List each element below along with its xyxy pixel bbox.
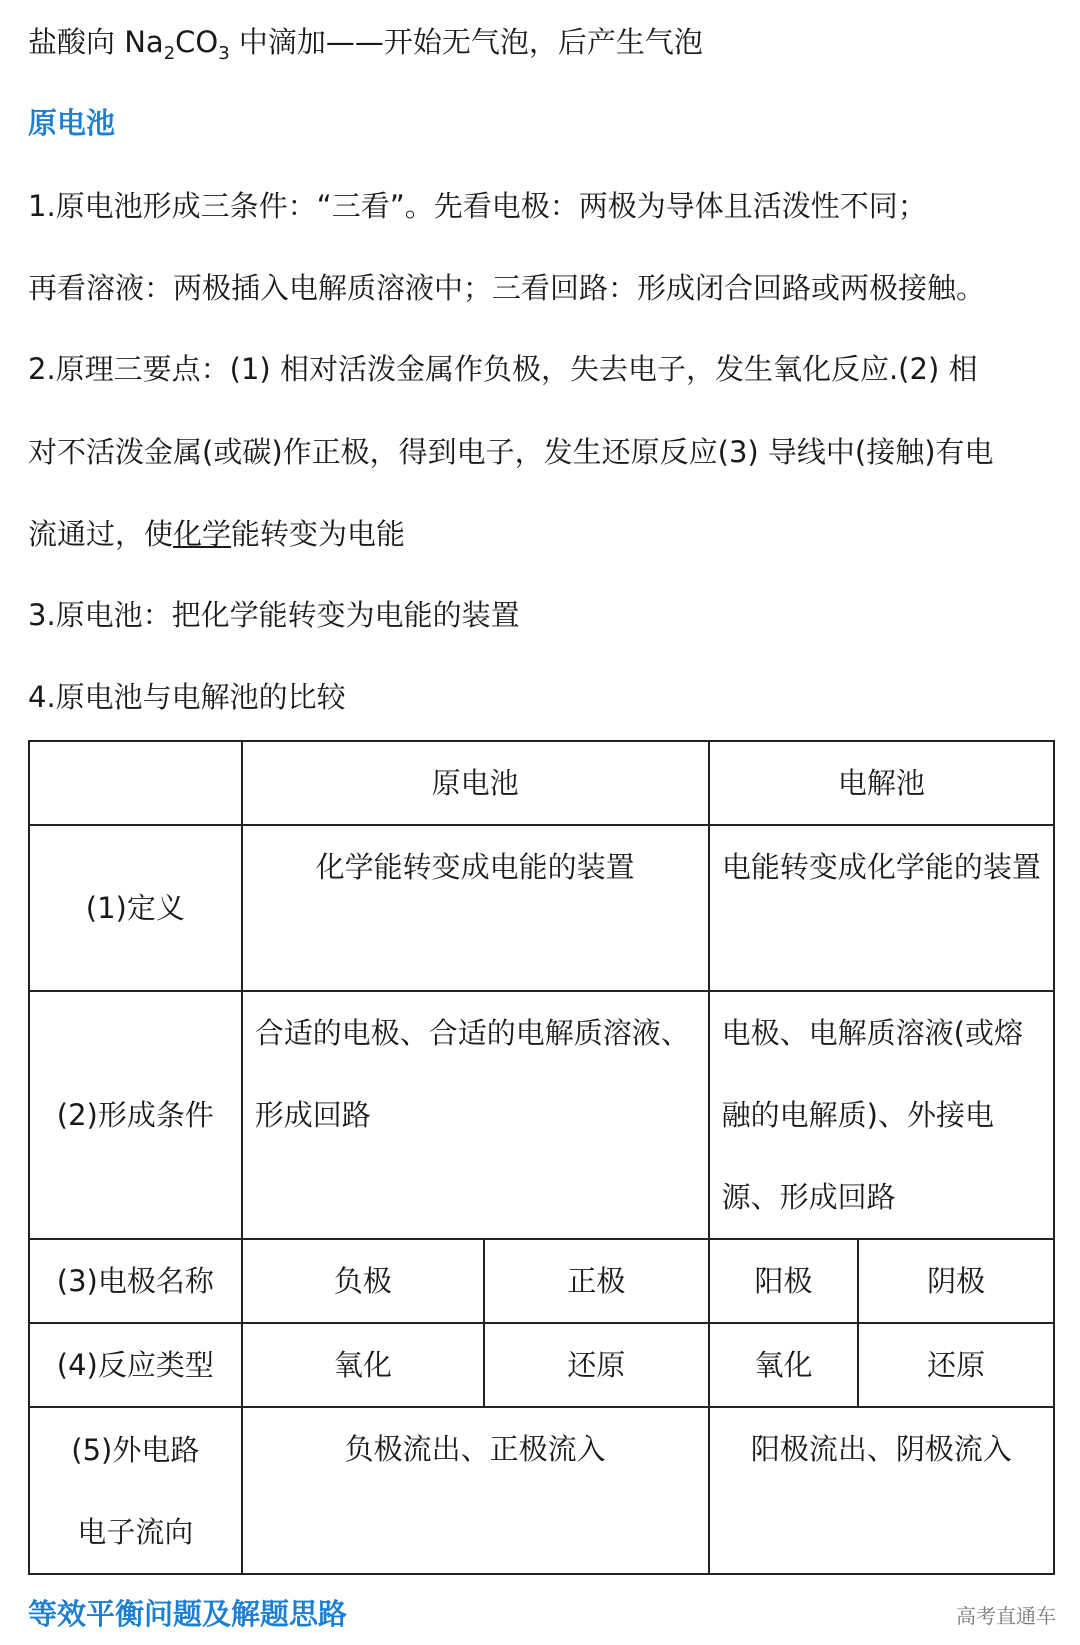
cell: 负极 bbox=[242, 1239, 484, 1323]
cell: 还原 bbox=[858, 1323, 1054, 1407]
cell: 化学能转变成电能的装置 bbox=[242, 825, 709, 991]
para-4: 4.原电池与电解池的比较 bbox=[28, 680, 346, 714]
header-galvanic: 原电池 bbox=[242, 741, 709, 825]
heading-galvanic-cell: 原电池 bbox=[28, 106, 116, 140]
corner-cell bbox=[29, 741, 242, 825]
para-1b: 再看溶液：两极插入电解质溶液中；三看回路：形成闭合回路或两极接触。 bbox=[28, 271, 986, 305]
row-label: (3)电极名称 bbox=[29, 1239, 242, 1323]
cell: 还原 bbox=[484, 1323, 709, 1407]
cell: 电能转变成化学能的装置 bbox=[709, 825, 1054, 991]
line-na2co3: 盐酸向 $Na_2CO_3$ 中滴加——开始无气泡，后产生气泡 bbox=[28, 25, 703, 64]
cell: 合适的电极、合适的电解质溶液、形成回路 bbox=[242, 991, 709, 1239]
cell: 负极流出、正极流入 bbox=[242, 1407, 709, 1574]
cell: 阴极 bbox=[858, 1239, 1054, 1323]
row-label: (2)形成条件 bbox=[29, 991, 242, 1239]
cell: 电极、电解质溶液(或熔融的电解质)、外接电源、形成回路 bbox=[709, 991, 1054, 1239]
header-electrolytic: 电解池 bbox=[709, 741, 1054, 825]
para-1a: 1.原电池形成三条件：“三看”。先看电极：两极为导体且活泼性不同； bbox=[28, 189, 927, 223]
para-2c: 流通过，使化学能转变为电能 bbox=[28, 517, 406, 551]
cell: 正极 bbox=[484, 1239, 709, 1323]
heading-equilibrium: 等效平衡问题及解题思路 bbox=[28, 1597, 348, 1631]
cell: 氧化 bbox=[242, 1323, 484, 1407]
row-label: (5)外电路电子流向 bbox=[29, 1407, 242, 1574]
row-label: (4)反应类型 bbox=[29, 1323, 242, 1407]
comparison-table bbox=[28, 740, 1055, 1575]
watermark: 高考直通车 bbox=[956, 1604, 1056, 1628]
row-label: (1)定义 bbox=[29, 825, 242, 991]
cell: 阳极 bbox=[709, 1239, 859, 1323]
cell: 氧化 bbox=[709, 1323, 859, 1407]
cell: 阳极流出、阴极流入 bbox=[709, 1407, 1054, 1574]
para-3: 3.原电池：把化学能转变为电能的装置 bbox=[28, 598, 520, 632]
para-2b: 对不活泼金属(或碳)作正极，得到电子，发生还原反应(3) 导线中(接触)有电 bbox=[28, 435, 994, 469]
para-2a: 2.原理三要点：(1) 相对活泼金属作负极，失去电子，发生氧化反应.(2) 相 bbox=[28, 352, 978, 386]
